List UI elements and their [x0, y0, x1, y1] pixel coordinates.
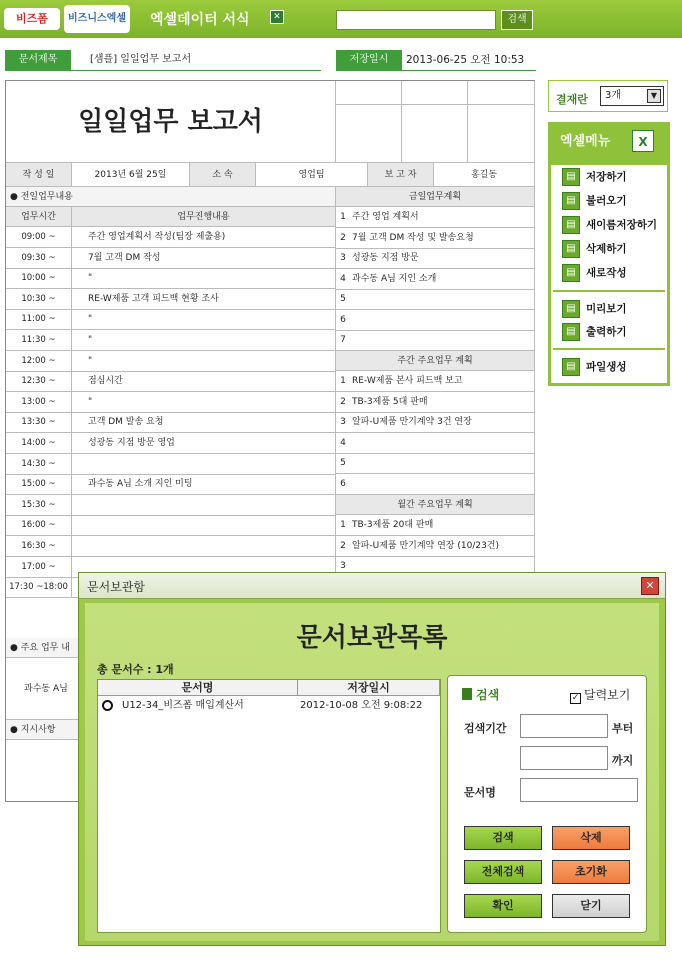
approval-label: 결재란	[556, 93, 588, 106]
plan-item[interactable]: TB-3제품 5대 판매	[350, 392, 535, 413]
top-bar	[0, 0, 682, 38]
content-cell[interactable]: "	[72, 330, 336, 351]
dept-value[interactable]: 영업팀	[256, 163, 368, 187]
content-cell[interactable]	[72, 515, 336, 536]
col-time-header: 업무시간	[6, 207, 72, 227]
save-icon: ▤	[562, 168, 580, 186]
content-cell[interactable]: "	[72, 351, 336, 372]
time-cell: 15:00 ~	[6, 474, 72, 495]
trash-icon: ▤	[562, 240, 580, 258]
excel-menu-item[interactable]	[562, 192, 627, 210]
major-work-text[interactable]: 과수동 A님	[6, 658, 535, 720]
business-excel-logo[interactable]: 비즈니스엑셀	[64, 5, 130, 33]
excel-menu-label: 새로작성	[586, 267, 627, 279]
print-icon: ▤	[562, 323, 580, 341]
close-button[interactable]: 닫기	[552, 894, 630, 918]
time-cell: 09:00 ~	[6, 227, 72, 248]
excel-icon: ✕	[270, 10, 284, 24]
excel-menu-item[interactable]	[562, 264, 627, 282]
excel-menu-title: 엑셀메뉴	[560, 134, 611, 149]
document-list[interactable]	[97, 679, 441, 933]
time-cell: 17:00 ~	[6, 557, 72, 578]
time-cell: 16:30 ~	[6, 536, 72, 557]
content-cell[interactable]: "	[72, 268, 336, 289]
content-cell[interactable]: "	[72, 392, 336, 413]
excel-menu-item[interactable]	[562, 358, 627, 376]
plan-number: 3	[336, 556, 350, 577]
major-work-title: ● 주요 업무 내	[6, 638, 535, 658]
from-label: 부터	[612, 722, 634, 735]
content-cell[interactable]: 7월 고객 DM 작성	[72, 248, 336, 269]
excel-icon: X	[632, 130, 654, 152]
top-search-button[interactable]: 검색	[501, 10, 533, 30]
col-content-header: 업무진행내용	[72, 207, 336, 227]
dialog-body	[85, 603, 659, 941]
plan-item[interactable]	[350, 433, 535, 454]
plan-item[interactable]: 알파-U제품 만기계약 3건 연장	[350, 412, 535, 433]
content-cell[interactable]: 과수동 A님 소개 지인 미팅	[72, 474, 336, 495]
time-cell: 12:30 ~	[6, 371, 72, 392]
excel-menu-item[interactable]	[562, 216, 657, 234]
instruction-title: ● 지시사항	[6, 720, 535, 740]
content-cell[interactable]: RE-W제품 고객 피드백 현황 조사	[72, 289, 336, 310]
menu-divider	[553, 348, 665, 350]
period-from-input[interactable]	[520, 714, 608, 738]
excel-menu-item[interactable]	[562, 240, 627, 258]
reporter-label: 보 고 자	[368, 163, 434, 187]
plan-number: 1	[336, 371, 350, 392]
plan-item[interactable]	[350, 330, 535, 351]
calendar-label: 달력보기	[584, 688, 631, 702]
file-create-icon: ▤	[562, 358, 580, 376]
to-label: 까지	[612, 754, 634, 767]
time-cell: 11:00 ~	[6, 309, 72, 330]
plan-number: 6	[336, 474, 350, 495]
content-cell[interactable]: 주간 영업계획서 작성(팀장 제출용)	[72, 227, 336, 248]
row-saved: 2012-10-08 오전 9:08:22	[300, 700, 423, 711]
plan-item[interactable]: 성광동 지점 방문	[350, 248, 535, 269]
approval-cell[interactable]	[336, 81, 402, 105]
reporter-value[interactable]: 홍길동	[434, 163, 535, 187]
write-date-value[interactable]: 2013년 6월 25일	[72, 163, 190, 187]
plan-number: 2	[336, 228, 350, 249]
plan-item[interactable]: 7월 고객 DM 작성 및 발송요청	[350, 228, 535, 249]
time-cell: 15:30 ~	[6, 495, 72, 516]
preview-icon: ▤	[562, 300, 580, 318]
approval-sign-cell[interactable]	[402, 105, 468, 163]
plan-number: 1	[336, 207, 350, 228]
content-cell[interactable]: 점심시간	[72, 371, 336, 392]
plan-number: 3	[336, 248, 350, 269]
time-cell: 14:00 ~	[6, 433, 72, 454]
excel-menu-item[interactable]	[562, 168, 627, 186]
dialog-heading: 문서보관목록	[296, 623, 448, 653]
excel-menu-header	[548, 122, 670, 162]
saved-underline	[336, 70, 536, 71]
plan-number: 7	[336, 330, 350, 351]
excel-menu-item[interactable]	[562, 323, 627, 341]
approval-select-value: 3개	[605, 90, 622, 101]
plan-number: 6	[336, 310, 350, 331]
plan-item[interactable]: 과수동 A님 지인 소개	[350, 269, 535, 290]
content-cell[interactable]: 고객 DM 발송 요청	[72, 412, 336, 433]
content-cell[interactable]	[72, 536, 336, 557]
report-title: 일일업무 보고서	[6, 81, 336, 163]
approval-select[interactable]	[600, 86, 664, 106]
content-cell[interactable]: 성광동 지점 방문 영업	[72, 433, 336, 454]
plan-item[interactable]: 알파-U제품 만기계약 연장 (10/23건)	[350, 536, 535, 557]
period-to-input[interactable]	[520, 746, 608, 770]
search-panel	[447, 675, 647, 933]
plan-item[interactable]	[350, 289, 535, 310]
col-saved-header[interactable]: 저장일시	[298, 680, 440, 696]
save-as-icon: ▤	[562, 216, 580, 234]
prev-work-title: ● 전일업무내용	[6, 187, 336, 207]
week-plan-title: 주간 주요업무 계획	[336, 351, 535, 371]
content-cell[interactable]: "	[72, 309, 336, 330]
time-cell: 09:30 ~	[6, 248, 72, 269]
excel-menu-label: 저장하기	[586, 171, 627, 183]
time-cell: 17:30 ~18:00	[6, 577, 72, 598]
plan-number: 2	[336, 392, 350, 413]
chevron-down-icon[interactable]: ▼	[647, 89, 661, 103]
dialog-title: 문서보관함	[87, 580, 145, 594]
approval-sign-cell[interactable]	[336, 105, 402, 163]
app-title: 엑셀데이터 서식	[150, 12, 250, 28]
row-radio[interactable]	[102, 700, 113, 711]
time-cell: 10:00 ~	[6, 268, 72, 289]
time-cell: 16:00 ~	[6, 515, 72, 536]
month-plan-title: 월간 주요업무 계획	[336, 495, 535, 515]
search-all-button[interactable]: 전체검색	[464, 860, 542, 884]
menu-divider	[553, 290, 665, 292]
col-docname-header[interactable]: 문서명	[98, 680, 298, 696]
calendar-checkbox[interactable]	[570, 686, 630, 704]
plan-number: 5	[336, 289, 350, 310]
checkbox-check-icon[interactable]: ✓	[571, 693, 580, 703]
plan-item[interactable]	[350, 310, 535, 331]
plan-number: 2	[336, 536, 350, 557]
search-panel-title	[462, 686, 499, 703]
bizform-logo[interactable]: 비즈폼	[4, 8, 60, 30]
doc-title-value: [샘플] 일일업무 보고서	[90, 54, 192, 65]
close-icon[interactable]: ✕	[641, 577, 659, 595]
plan-item[interactable]: 주간 영업 계획서	[350, 207, 535, 228]
plan-number: 4	[336, 269, 350, 290]
excel-menu-label: 파일생성	[586, 361, 627, 373]
approval-cell[interactable]	[468, 81, 535, 105]
excel-menu-label: 불러오기	[586, 195, 627, 207]
document-count: 총 문서수 : 1개	[97, 663, 174, 676]
open-icon: ▤	[562, 192, 580, 210]
plan-item[interactable]: RE-W제품 본사 피드백 보고	[350, 371, 535, 392]
search-title-text: 검색	[476, 688, 500, 702]
reset-button[interactable]: 초기화	[552, 860, 630, 884]
search-button[interactable]: 검색	[464, 826, 542, 850]
excel-menu-label: 새이름저장하기	[586, 219, 658, 231]
plan-number: 1	[336, 515, 350, 536]
search-bullet-icon	[462, 688, 472, 700]
dept-label: 소 속	[190, 163, 256, 187]
top-search-input[interactable]	[336, 10, 496, 30]
plan-item[interactable]	[350, 474, 535, 495]
excel-menu-item[interactable]	[562, 300, 627, 318]
plan-number: 3	[336, 412, 350, 433]
plan-item[interactable]	[350, 453, 535, 474]
time-cell: 13:00 ~	[6, 392, 72, 413]
ok-button[interactable]: 확인	[464, 894, 542, 918]
dialog-titlebar[interactable]	[79, 573, 665, 599]
content-cell[interactable]	[72, 495, 336, 516]
time-cell: 11:30 ~	[6, 330, 72, 351]
row-docname: U12-34_비즈폼 매입계산서	[122, 700, 244, 711]
write-date-label: 작 성 일	[6, 163, 72, 187]
saved-value: 2013-06-25 오전 10:53	[406, 54, 525, 66]
plan-item[interactable]: TB-3제품 20대 판매	[350, 515, 535, 536]
time-cell: 13:30 ~	[6, 412, 72, 433]
document-archive-dialog	[78, 572, 666, 946]
excel-menu-label: 출력하기	[586, 326, 627, 338]
plan-number: 5	[336, 453, 350, 474]
list-item[interactable]	[98, 698, 440, 714]
doc-title-label: 문서제목	[5, 50, 71, 70]
approval-sign-cell[interactable]	[468, 105, 535, 163]
docname-label: 문서명	[464, 786, 496, 799]
doc-title-underline	[5, 70, 321, 71]
saved-label: 저장일시	[336, 50, 402, 70]
approval-cell[interactable]	[402, 81, 468, 105]
delete-button[interactable]: 삭제	[552, 826, 630, 850]
docname-input[interactable]	[520, 778, 638, 802]
period-label: 검색기간	[464, 722, 507, 735]
time-cell: 14:30 ~	[6, 454, 72, 475]
time-cell: 12:00 ~	[6, 351, 72, 372]
time-cell: 10:30 ~	[6, 289, 72, 310]
excel-menu-label: 미리보기	[586, 303, 627, 315]
new-doc-icon: ▤	[562, 264, 580, 282]
excel-menu-label: 삭제하기	[586, 243, 627, 255]
plan-number: 4	[336, 433, 350, 454]
content-cell[interactable]	[72, 454, 336, 475]
today-plan-title: 금일업무계획	[336, 187, 535, 207]
